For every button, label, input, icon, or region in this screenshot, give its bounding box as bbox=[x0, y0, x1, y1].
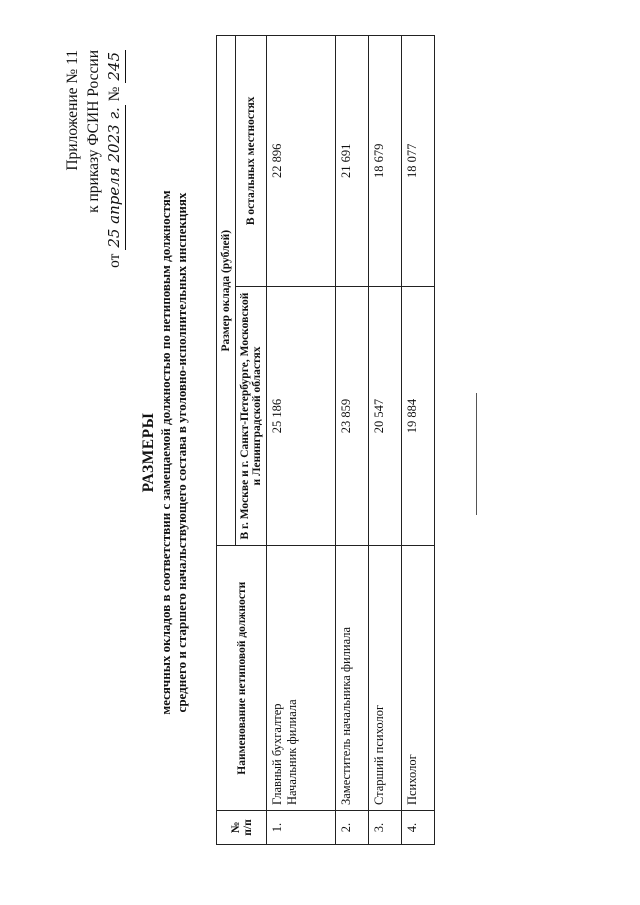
table-row bbox=[369, 36, 402, 845]
row-salary-other: 18 077 bbox=[402, 36, 435, 287]
row-number: 4. bbox=[402, 811, 435, 845]
row-salary-moscow-spb: 25 186 bbox=[267, 286, 336, 546]
row-salary-other: 22 896 bbox=[267, 36, 336, 287]
row-salary-moscow-spb: 23 859 bbox=[336, 286, 369, 546]
row-position-name: Старший психолог bbox=[369, 546, 402, 811]
table-row bbox=[267, 36, 336, 845]
appendix-block bbox=[62, 50, 126, 330]
position-name-line-2: Начальник филиала bbox=[285, 699, 299, 806]
position-name-line-1: Главный бухгалтер bbox=[270, 703, 284, 806]
appendix-line-3 bbox=[104, 50, 126, 330]
appendix-line-2: к приказу ФСИН России bbox=[85, 50, 102, 213]
table-row bbox=[402, 36, 435, 845]
header-number: № п/п bbox=[217, 811, 267, 845]
table-row bbox=[336, 36, 369, 845]
row-position-name: Психолог bbox=[402, 546, 435, 811]
appendix-date-handwritten: 25 апреля 2023 г. bbox=[104, 105, 126, 249]
row-salary-other: 21 691 bbox=[336, 36, 369, 287]
header-salary-group: Размер оклада (рублей) bbox=[217, 36, 236, 546]
appendix-date-prefix: от bbox=[106, 253, 123, 268]
row-salary-moscow-spb: 20 547 bbox=[369, 286, 402, 546]
appendix-number-handwritten: 245 bbox=[104, 50, 126, 83]
header-position-name: Наименование нетиповой должности bbox=[217, 546, 267, 811]
appendix-number-label: № bbox=[106, 86, 123, 102]
end-separator-line bbox=[476, 393, 477, 515]
appendix-line-1: Приложение № 11 bbox=[64, 50, 81, 171]
row-salary-other: 18 679 bbox=[369, 36, 402, 287]
document-subtitle-line-1: месячных окладов в соответствии с замещаемой должностью по нетиповым должностям bbox=[158, 190, 173, 715]
header-moscow-spb: В г. Москве и г. Санкт-Петербурге, Московской и Ленинградской областях bbox=[236, 286, 267, 546]
header-other-regions: В остальных местностях bbox=[236, 36, 267, 287]
document-title: РАЗМЕРЫ bbox=[140, 412, 157, 493]
row-number: 3. bbox=[369, 811, 402, 845]
row-number: 2. bbox=[336, 811, 369, 845]
row-salary-moscow-spb: 19 884 bbox=[402, 286, 435, 546]
row-position-name bbox=[267, 546, 336, 811]
document-subtitle-line-2: среднего и старшего начальствующего состава в уголовно-исполнительных инспекциях bbox=[174, 192, 189, 713]
document-heading bbox=[140, 0, 190, 905]
row-number: 1. bbox=[267, 811, 336, 845]
row-position-name: Заместитель начальника филиала bbox=[336, 546, 369, 811]
salary-table bbox=[216, 35, 435, 845]
